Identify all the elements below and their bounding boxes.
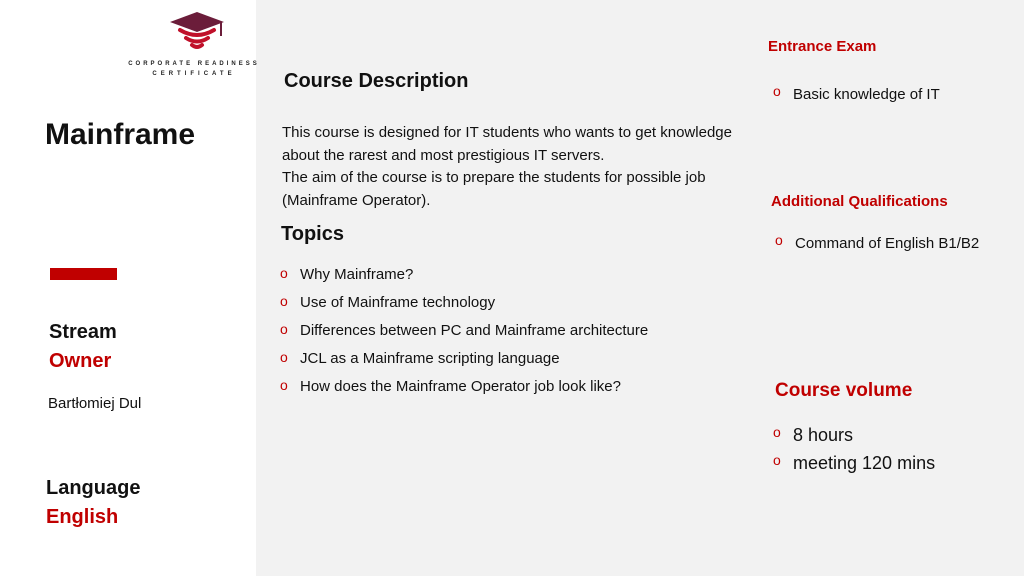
additional-qualifications-heading: Additional Qualifications [771,193,948,210]
volume-text: 8 hours [793,425,854,445]
topic-text: JCL as a Mainframe scripting language [300,350,560,367]
list-item [280,261,648,289]
accent-bar [50,268,117,280]
bullet-icon: o [280,349,288,365]
description-line: about the rarest and most prestigious IT servers. [282,146,605,164]
language-label: Language [46,477,141,499]
entrance-exam-list [773,83,940,107]
course-volume-list [773,421,935,477]
qualification-text: Command of English B1/B2 [795,235,980,252]
logo-text-line1: CORPORATE READINESS [128,61,260,67]
course-title: Mainframe [45,118,196,151]
list-item [280,345,648,373]
bullet-icon: o [773,452,781,468]
topic-text: Differences between PC and Mainframe architecture [300,322,649,339]
list-item [773,449,935,477]
course-description [282,122,772,212]
list-item [280,317,648,345]
list-item [280,289,648,317]
list-item [280,373,648,401]
topics-heading: Topics [281,223,344,245]
stream-label: Stream [49,321,117,343]
bullet-icon: o [280,265,288,281]
bullet-icon: o [280,321,288,337]
requirement-text: Basic knowledge of IT [793,86,940,103]
topics-list [280,261,648,401]
description-line: The aim of the course is to prepare the students for possible job [282,169,706,186]
owner-label: Owner [49,350,112,372]
volume-text: meeting 120 mins [793,453,936,473]
topic-text: Why Mainframe? [300,266,414,283]
additional-qualifications-list [775,232,979,256]
entrance-exam-heading: Entrance Exam [768,38,877,55]
bullet-icon: o [280,293,288,309]
description-line: This course is designed for IT students who wants to get knowledge [282,124,732,141]
course-volume-heading: Course volume [775,380,913,401]
bullet-icon: o [775,232,783,248]
list-item [773,83,940,107]
wifi-cap-icon [166,10,228,54]
logo-text-line2: CERTIFICATE [152,71,236,77]
bullet-icon: o [773,83,781,99]
bullet-icon: o [773,424,781,440]
bullet-icon: o [280,377,288,393]
description-heading: Course Description [284,70,469,92]
language-value: English [46,506,119,528]
topic-text: Use of Mainframe technology [300,294,496,311]
description-line: (Mainframe Operator). [282,191,431,209]
list-item [773,421,935,449]
list-item [775,232,979,256]
owner-name: Bartłomiej Dul [48,395,142,412]
topic-text: How does the Mainframe Operator job look like? [300,378,621,395]
